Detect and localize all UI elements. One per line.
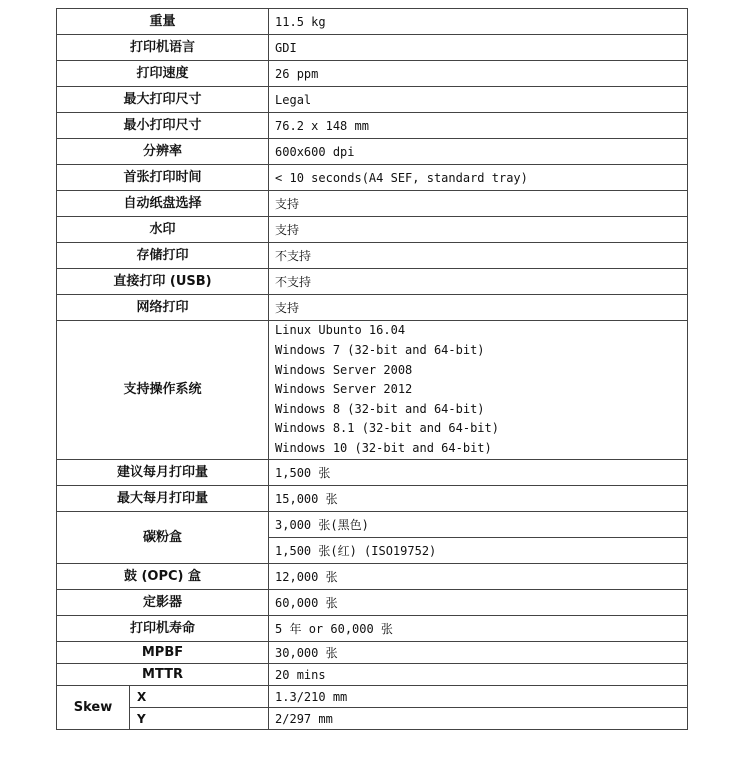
speed-value: 26 ppm: [269, 61, 688, 87]
table-row: [57, 321, 688, 460]
os-item: Windows 8.1 (32-bit and 64-bit): [275, 421, 499, 436]
language-value: GDI: [269, 35, 688, 61]
table-row: [57, 564, 688, 590]
toner-label: 碳粉盒: [57, 512, 269, 564]
skew-y-value: 2/297 mm: [269, 708, 688, 730]
skew-x-label: X: [130, 686, 269, 708]
min-size-label: 最小打印尺寸: [57, 113, 269, 139]
toner-red-value: 1,500 张(红) (ISO19752): [269, 538, 688, 564]
os-item: Windows 8 (32-bit and 64-bit): [275, 401, 485, 416]
table-row: [57, 664, 688, 686]
storage-print-value: 不支持: [269, 243, 688, 269]
weight-value: 11.5 kg: [269, 9, 688, 35]
table-row: [57, 165, 688, 191]
table-row: [57, 590, 688, 616]
monthly-recommended-label: 建议每月打印量: [57, 460, 269, 486]
resolution-value: 600x600 dpi: [269, 139, 688, 165]
mpbf-label: MPBF: [57, 642, 269, 664]
mttr-label: MTTR: [57, 664, 269, 686]
resolution-label: 分辨率: [57, 139, 269, 165]
max-size-label: 最大打印尺寸: [57, 87, 269, 113]
table-row: [57, 616, 688, 642]
skew-x-value: 1.3/210 mm: [269, 686, 688, 708]
os-item: Windows 10 (32-bit and 64-bit): [275, 440, 492, 455]
fuser-label: 定影器: [57, 590, 269, 616]
auto-tray-value: 支持: [269, 191, 688, 217]
spec-table: [56, 8, 688, 730]
usb-print-label: 直接打印 (USB): [57, 269, 269, 295]
language-label: 打印机语言: [57, 35, 269, 61]
max-size-value: Legal: [269, 87, 688, 113]
table-row: [57, 460, 688, 486]
os-item: Linux Ubunto 16.04: [275, 323, 406, 338]
skew-label: Skew: [57, 686, 130, 730]
table-row: [57, 642, 688, 664]
mpbf-value: 30,000 张: [269, 642, 688, 664]
table-row: [57, 217, 688, 243]
table-row: [57, 486, 688, 512]
table-row: [57, 35, 688, 61]
os-item: Windows Server 2012: [275, 382, 413, 397]
table-row: [57, 295, 688, 321]
min-size-value: 76.2 x 148 mm: [269, 113, 688, 139]
weight-label: 重量: [57, 9, 269, 35]
fuser-value: 60,000 张: [269, 590, 688, 616]
table-row: [57, 191, 688, 217]
table-row: [57, 243, 688, 269]
mttr-value: 20 mins: [269, 664, 688, 686]
table-row: [57, 61, 688, 87]
printer-life-value: 5 年 or 60,000 张: [269, 616, 688, 642]
table-row: [57, 113, 688, 139]
watermark-value: 支持: [269, 217, 688, 243]
usb-print-value: 不支持: [269, 269, 688, 295]
table-row: [57, 708, 688, 730]
drum-label: 鼓 (OPC) 盒: [57, 564, 269, 590]
table-row: [57, 139, 688, 165]
monthly-recommended-value: 1,500 张: [269, 460, 688, 486]
table-row: [57, 87, 688, 113]
drum-value: 12,000 张: [269, 564, 688, 590]
monthly-max-label: 最大每月打印量: [57, 486, 269, 512]
storage-print-label: 存储打印: [57, 243, 269, 269]
watermark-label: 水印: [57, 217, 269, 243]
network-print-value: 支持: [269, 295, 688, 321]
table-row: [57, 512, 688, 538]
skew-y-label: Y: [130, 708, 269, 730]
first-page-value: < 10 seconds(A4 SEF, standard tray): [269, 165, 688, 191]
network-print-label: 网络打印: [57, 295, 269, 321]
speed-label: 打印速度: [57, 61, 269, 87]
os-values: [269, 321, 688, 460]
table-row: [57, 269, 688, 295]
table-row: [57, 686, 688, 708]
auto-tray-label: 自动纸盘选择: [57, 191, 269, 217]
printer-life-label: 打印机寿命: [57, 616, 269, 642]
os-label: 支持操作系统: [57, 321, 269, 460]
monthly-max-value: 15,000 张: [269, 486, 688, 512]
toner-black-value: 3,000 张(黑色): [269, 512, 688, 538]
os-item: Windows Server 2008: [275, 362, 413, 377]
first-page-label: 首张打印时间: [57, 165, 269, 191]
table-row: [57, 9, 688, 35]
os-item: Windows 7 (32-bit and 64-bit): [275, 343, 485, 358]
